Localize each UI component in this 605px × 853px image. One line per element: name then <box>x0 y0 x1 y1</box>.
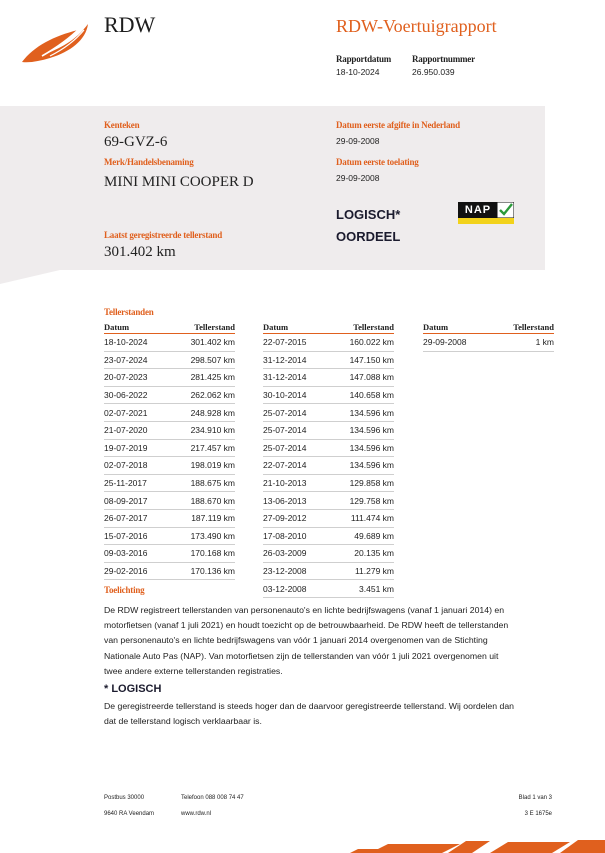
oordeel-line2: OORDEEL <box>336 229 401 244</box>
tellerstand-waarde: 217.457 km <box>169 439 235 457</box>
logisch-title: * LOGISCH <box>104 683 162 695</box>
footer-postbus: Postbus 30000 <box>104 795 145 801</box>
tellerstand-row <box>104 421 235 439</box>
tellerstand-row <box>104 562 235 580</box>
tellerstand-datum: 30-10-2014 <box>263 386 328 404</box>
toelichting-line: twee andere externe tellerstanden registraties. <box>104 665 283 676</box>
toelichting-line: De RDW registreert tellerstanden van personenauto's en lichte bedrijfswagens (vanaf 1 januari 2014) en <box>104 605 505 615</box>
tellerstand-waarde: 248.928 km <box>169 404 235 422</box>
tellerstand-waarde: 134.596 km <box>328 439 394 457</box>
rapportnummer-value: 26.950.039 <box>412 67 455 77</box>
tellerstand-waarde: 160.022 km <box>328 334 394 352</box>
tellerstand-row <box>104 492 235 510</box>
tellerstand-row <box>104 545 235 563</box>
tellerstand-datum: 22-07-2015 <box>263 334 328 352</box>
toelichting-line: van personenauto's en lichte bedrijfswagens van vóór 1 januari 2014 overgenomen van de Stichting <box>104 635 488 646</box>
tellerstand-row <box>263 527 394 545</box>
col-datum-header: Datum <box>263 321 328 334</box>
oordeel-line1: LOGISCH* <box>336 207 401 222</box>
toelichting-title: Toelichting <box>104 585 145 595</box>
tellerstand-row <box>263 457 394 475</box>
tellerstand-datum: 23-07-2024 <box>104 351 169 369</box>
eerste-afgifte-value: 29-09-2008 <box>336 136 380 146</box>
kenteken-label: Kenteken <box>104 120 140 130</box>
tellerstand-row <box>423 334 554 352</box>
tellerstand-waarde: 301.402 km <box>169 334 235 352</box>
tellerstand-row <box>263 369 394 387</box>
col-stand-header: Tellerstand <box>328 321 394 334</box>
tellerstand-datum: 21-10-2013 <box>263 474 328 492</box>
tellerstand-datum: 25-07-2014 <box>263 404 328 422</box>
vehicle-info-band <box>0 106 545 270</box>
col-datum-header: Datum <box>423 321 491 334</box>
tellerstand-row <box>263 439 394 457</box>
tellerstand-datum: 29-02-2016 <box>104 562 169 580</box>
eerste-afgifte-label: Datum eerste afgifte in Nederland <box>336 120 460 130</box>
tellerstand-row <box>263 421 394 439</box>
tellerstand-row <box>263 580 394 598</box>
tellerstand-waarde: 188.675 km <box>169 474 235 492</box>
tellerstand-datum: 15-07-2016 <box>104 527 169 545</box>
tellerstand-datum: 30-06-2022 <box>104 386 169 404</box>
tellerstand-row <box>104 474 235 492</box>
eerste-toelating-label: Datum eerste toelating <box>336 157 419 167</box>
tellerstand-row <box>263 545 394 563</box>
tellerstand-datum: 25-11-2017 <box>104 474 169 492</box>
tellerstand-waarde: 134.596 km <box>328 404 394 422</box>
footer-plaats: 9640 RA Veendam <box>104 811 155 817</box>
tellerstand-waarde: 147.088 km <box>328 369 394 387</box>
tellerstand-datum: 17-08-2010 <box>263 527 328 545</box>
tellerstand-datum: 18-10-2024 <box>104 334 169 352</box>
tellerstand-row <box>263 351 394 369</box>
tellerstand-datum: 26-03-2009 <box>263 545 328 563</box>
merk-label: Merk/Handelsbenaming <box>104 157 194 167</box>
tellerstand-row <box>104 334 235 352</box>
tellerstand-waarde: 170.136 km <box>169 562 235 580</box>
merk-value: MINI MINI COOPER D <box>104 174 254 190</box>
eerste-toelating-value: 29-09-2008 <box>336 173 380 183</box>
tellerstand-waarde: 129.858 km <box>328 474 394 492</box>
laatst-value: 301.402 km <box>104 244 176 260</box>
toelichting-line: Nationale Auto Pas (NAP). Van motorfietsen zijn de tellerstanden van vóór 1 juli 2021 overgenomen uit <box>104 650 499 661</box>
tellerstand-waarde: 49.689 km <box>328 527 394 545</box>
tellerstand-row <box>104 457 235 475</box>
nap-logo <box>458 202 514 224</box>
tellerstand-waarde: 111.474 km <box>328 509 394 527</box>
tellerstand-datum: 23-12-2008 <box>263 562 328 580</box>
tellerstand-datum: 02-07-2018 <box>104 457 169 475</box>
tellerstand-waarde: 187.119 km <box>169 509 235 527</box>
tellerstand-row <box>104 527 235 545</box>
tellerstand-waarde: 173.490 km <box>169 527 235 545</box>
footer-blad: Blad 1 van 3 <box>518 795 552 801</box>
footer-web: www.rdw.nl <box>181 811 212 817</box>
tellerstand-datum: 29-09-2008 <box>423 334 491 352</box>
toelichting-text <box>104 603 564 679</box>
tellerstand-waarde: 134.596 km <box>328 457 394 475</box>
tellerstand-row <box>263 386 394 404</box>
nap-logo-text: NAP <box>458 202 498 218</box>
tellerstand-waarde: 170.168 km <box>169 545 235 563</box>
logisch-line: De geregistreerde tellerstand is steeds hoger dan de daarvoor geregistreerde tellerstand. Wij oordelen dan <box>104 701 515 711</box>
band-notch <box>0 270 60 284</box>
tellerstand-datum: 09-03-2016 <box>104 545 169 563</box>
rapportdatum-value: 18-10-2024 <box>336 67 380 77</box>
tellerstand-waarde: 188.670 km <box>169 492 235 510</box>
tellerstand-row <box>104 351 235 369</box>
tellerstand-row <box>263 492 394 510</box>
tellerstand-waarde: 3.451 km <box>328 580 394 598</box>
tellerstand-datum: 25-07-2014 <box>263 421 328 439</box>
tellerstand-datum: 20-07-2023 <box>104 369 169 387</box>
logisch-text <box>104 699 564 729</box>
tellerstand-datum: 03-12-2008 <box>263 580 328 598</box>
tellerstand-datum: 25-07-2014 <box>263 439 328 457</box>
tellerstand-waarde: 147.150 km <box>328 351 394 369</box>
tellerstand-row <box>104 369 235 387</box>
footer-code: 3 E 1675e <box>524 811 552 817</box>
nap-check-icon <box>497 202 514 218</box>
rapportdatum-label: Rapportdatum <box>336 54 392 64</box>
tellerstand-waarde: 262.062 km <box>169 386 235 404</box>
rdw-logo-icon <box>20 16 92 66</box>
tellerstand-datum: 02-07-2021 <box>104 404 169 422</box>
tellerstand-waarde: 234.910 km <box>169 421 235 439</box>
tellerstand-datum: 26-07-2017 <box>104 509 169 527</box>
tellerstand-waarde: 20.135 km <box>328 545 394 563</box>
tellerstand-waarde: 134.596 km <box>328 421 394 439</box>
tellerstand-datum: 08-09-2017 <box>104 492 169 510</box>
tellerstand-row <box>263 562 394 580</box>
tellerstand-row <box>104 439 235 457</box>
tellerstand-datum: 21-07-2020 <box>104 421 169 439</box>
tellerstand-row <box>263 509 394 527</box>
tellerstand-row <box>104 386 235 404</box>
tellerstand-datum: 13-06-2013 <box>263 492 328 510</box>
tellerstand-waarde: 298.507 km <box>169 351 235 369</box>
tellerstand-datum: 31-12-2014 <box>263 351 328 369</box>
tellerstand-waarde: 140.658 km <box>328 386 394 404</box>
tellerstand-row <box>104 509 235 527</box>
nap-yellow-bar <box>458 218 514 224</box>
tellerstand-row <box>104 404 235 422</box>
tellerstand-waarde: 198.019 km <box>169 457 235 475</box>
footer-stripes-icon <box>340 838 605 853</box>
tellerstand-waarde: 281.425 km <box>169 369 235 387</box>
logisch-line: dat de tellerstand logisch verklaarbaar is. <box>104 716 262 727</box>
col-stand-header: Tellerstand <box>491 321 554 334</box>
footer-telefoon: Telefoon 088 008 74 47 <box>181 795 244 801</box>
tellerstand-datum: 31-12-2014 <box>263 369 328 387</box>
tellerstand-waarde: 11.279 km <box>328 562 394 580</box>
col-datum-header: Datum <box>104 321 169 334</box>
col-stand-header: Tellerstand <box>169 321 235 334</box>
kenteken-value: 69-GVZ-6 <box>104 134 168 150</box>
toelichting-line: motorfietsen (vanaf 1 juli 2021) en houdt toezicht op de betrouwbaarheid. De RDW heeft de tellerstanden <box>104 620 509 631</box>
brand-name: RDW <box>104 12 156 37</box>
tellerstanden-title: Tellerstanden <box>104 307 154 317</box>
tellerstand-datum: 22-07-2014 <box>263 457 328 475</box>
tellerstand-row <box>263 334 394 352</box>
tellerstanden-table-2 <box>263 321 394 598</box>
tellerstand-waarde: 129.758 km <box>328 492 394 510</box>
tellerstanden-table-1 <box>104 321 235 580</box>
report-title: RDW-Voertuigrapport <box>336 16 497 36</box>
tellerstand-datum: 27-09-2012 <box>263 509 328 527</box>
laatst-label: Laatst geregistreerde tellerstand <box>104 230 223 240</box>
tellerstanden-table-3 <box>423 321 554 352</box>
tellerstand-row <box>263 404 394 422</box>
rapportnummer-label: Rapportnummer <box>412 54 475 64</box>
tellerstand-waarde: 1 km <box>491 334 554 352</box>
tellerstand-datum: 19-07-2019 <box>104 439 169 457</box>
tellerstand-row <box>263 474 394 492</box>
